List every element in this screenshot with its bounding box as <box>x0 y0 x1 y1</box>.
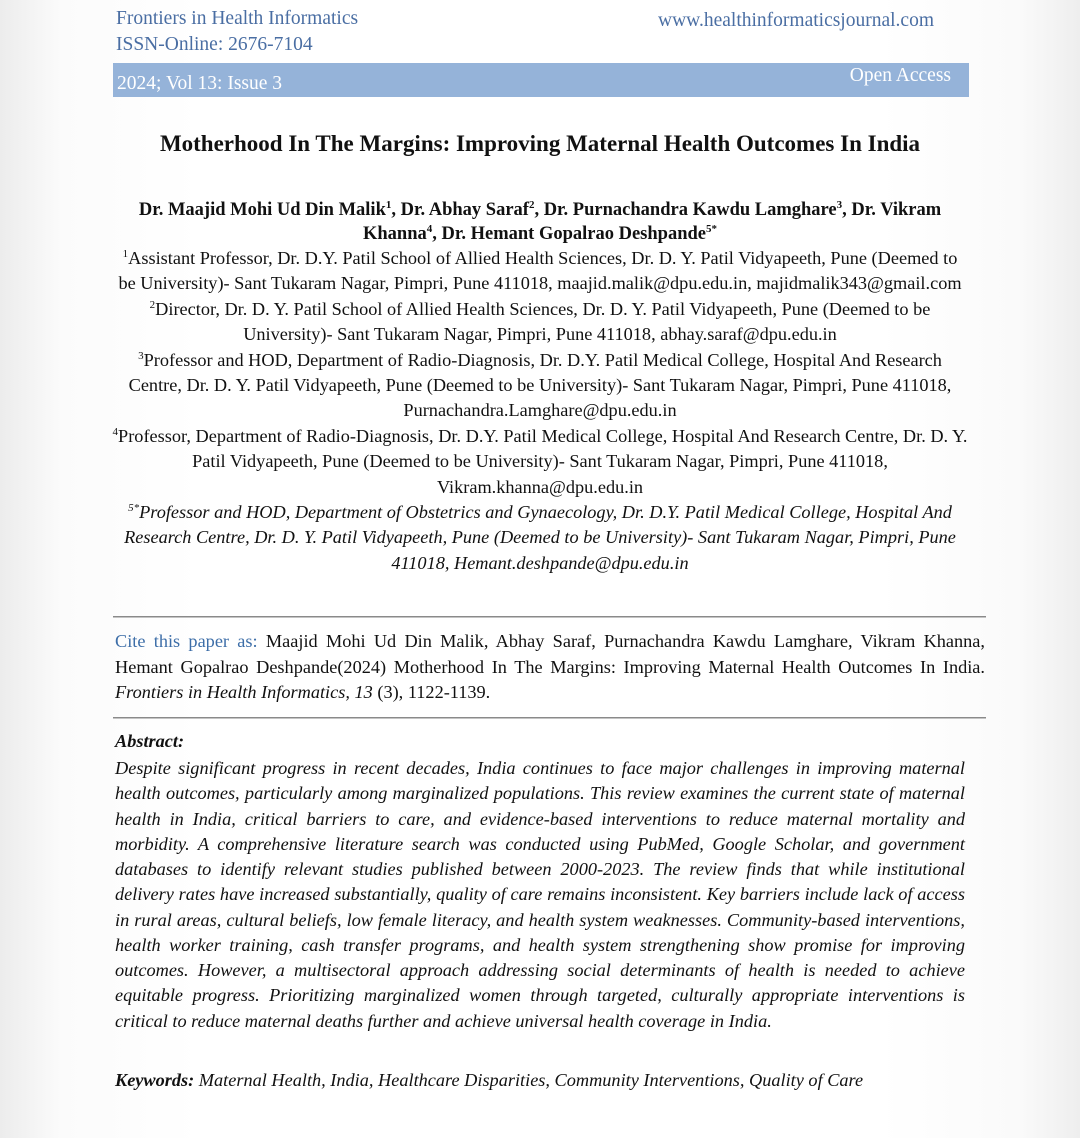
divider <box>113 616 986 618</box>
author: Dr. Hemant Gopalrao Deshpande$^{5*}$ <box>441 222 718 244</box>
affiliation: $^3$Professor and HOD, Department of Radio-Diagnosis, Dr. D.Y. Patil Medical College, Hospital And Research Centre, Dr. D. Y. Patil Vidyapeeth, Pune (Deemed to be University)- Sant Tukaram Nagar, Pimpri, Pune 411018, Purnachandra.Lamghare@dpu.edu.in <box>128 349 952 421</box>
keywords-label: Keywords: <box>115 1070 195 1090</box>
author: Dr. Abhay Saraf$^2$, <box>400 198 544 220</box>
issue-label: 2024; Vol 13: Issue 3 <box>117 73 283 94</box>
abstract-body: Despite significant progress in recent decades, India continues to face major challenges in improving maternal health outcomes, particularly among marginalized populations. This review examines the current state of maternal health in India, critical barriers to care, and evidence-based interventions to reduce maternal mortality and morbidity. A comprehensive literature search was conducted using PubMed, Google Scholar, and government databases to identify relevant studies published between 2000-2023. The review finds that while institutional delivery rates have increased substantially, quality of care remains inconsistent. Key barriers include lack of access in rural areas, cultural beliefs, low female literacy, and health system weaknesses. Community-based interventions, health worker training, cash transfer programs, and health system strengthening show promise for improving outcomes. However, a multisectoral approach addressing social determinants of health is needed to achieve equitable progress. Prioritizing marginalized women through targeted, culturally appropriate interventions is critical to reduce maternal deaths further and achieve universal health coverage in India. <box>115 758 965 1031</box>
journal-website: www.healthinformaticsjournal.com <box>658 10 934 31</box>
author: Dr. Maajid Mohi Ud Din Malik$^1$, <box>138 198 401 220</box>
affiliation: $^4$Professor, Department of Radio-Diagnosis, Dr. D.Y. Patil Medical College, Hospital And Research Centre, Dr. D. Y. Patil Vidyapeeth, Pune (Deemed to be University)- Sant Tukaram Nagar, Pimpri, Pune 411018, Vikram.khanna@dpu.edu.in <box>112 425 968 497</box>
affiliation: $^{5*}$Professor and HOD, Department of Obstetrics and Gynaecology, Dr. D.Y. Patil Medical College, Hospital And Research Centre, Dr. D. Y. Patil Vidyapeeth, Pune (Deemed to be University)- Sant Tukaram Nagar, Pimpri, Pune 411018, Hemant.deshpande@dpu.edu.in <box>124 501 956 573</box>
journal-name: Frontiers in Health Informatics <box>116 8 359 29</box>
affiliation: $^1$Assistant Professor, Dr. D.Y. Patil School of Allied Health Sciences, Dr. D. Y. Patil Vidyapeeth, Pune (Deemed to be University)- Sant Tukaram Nagar, Pimpri, Pune 411018, maajid.malik@dpu.edu.in, majidmalik343@gmail.com <box>118 247 962 294</box>
author: Dr. Purnachandra Kawdu Lamghare$^3$, <box>543 198 852 220</box>
issn-label: ISSN-Online: 2676-7104 <box>116 34 313 55</box>
citation-label: Cite this paper as: <box>115 631 258 651</box>
author-list <box>100 198 980 246</box>
keywords-line <box>115 1070 863 1091</box>
citation-tail: (3), 1122-1139. <box>372 682 491 703</box>
citation-journal: Frontiers in Health Informatics, 13 <box>115 682 373 703</box>
issue-bar <box>113 63 969 97</box>
abstract-heading: Abstract: <box>115 731 185 751</box>
open-access-label: Open Access <box>849 65 951 86</box>
keywords-text: Maternal Health, India, Healthcare Disparities, Community Interventions, Quality of Care <box>198 1070 864 1090</box>
divider <box>113 717 986 719</box>
author: Dr. Vikram Khanna$^4$, <box>362 200 942 244</box>
citation-text: Maajid Mohi Ud Din Malik, Abhay Saraf, Purnachandra Kawdu Lamghare, Vikram Khanna, Hemant Gopalrao Deshpande(2024) Motherhood In The Margins: Improving Maternal Health Outcomes In India. <box>115 631 985 677</box>
paper-title: Motherhood In The Margins: Improving Maternal Health Outcomes In India <box>159 131 921 156</box>
journal-header <box>116 6 358 58</box>
affiliation: $^2$Director, Dr. D. Y. Patil School of Allied Health Sciences, Dr. D. Y. Patil Vidyapeeth, Pune (Deemed to be University)- Sant Tukaram Nagar, Pimpri, Pune 411018, abhay.saraf@dpu.edu.in <box>149 298 931 345</box>
citation-block <box>115 629 985 706</box>
affiliation-list <box>112 246 968 576</box>
